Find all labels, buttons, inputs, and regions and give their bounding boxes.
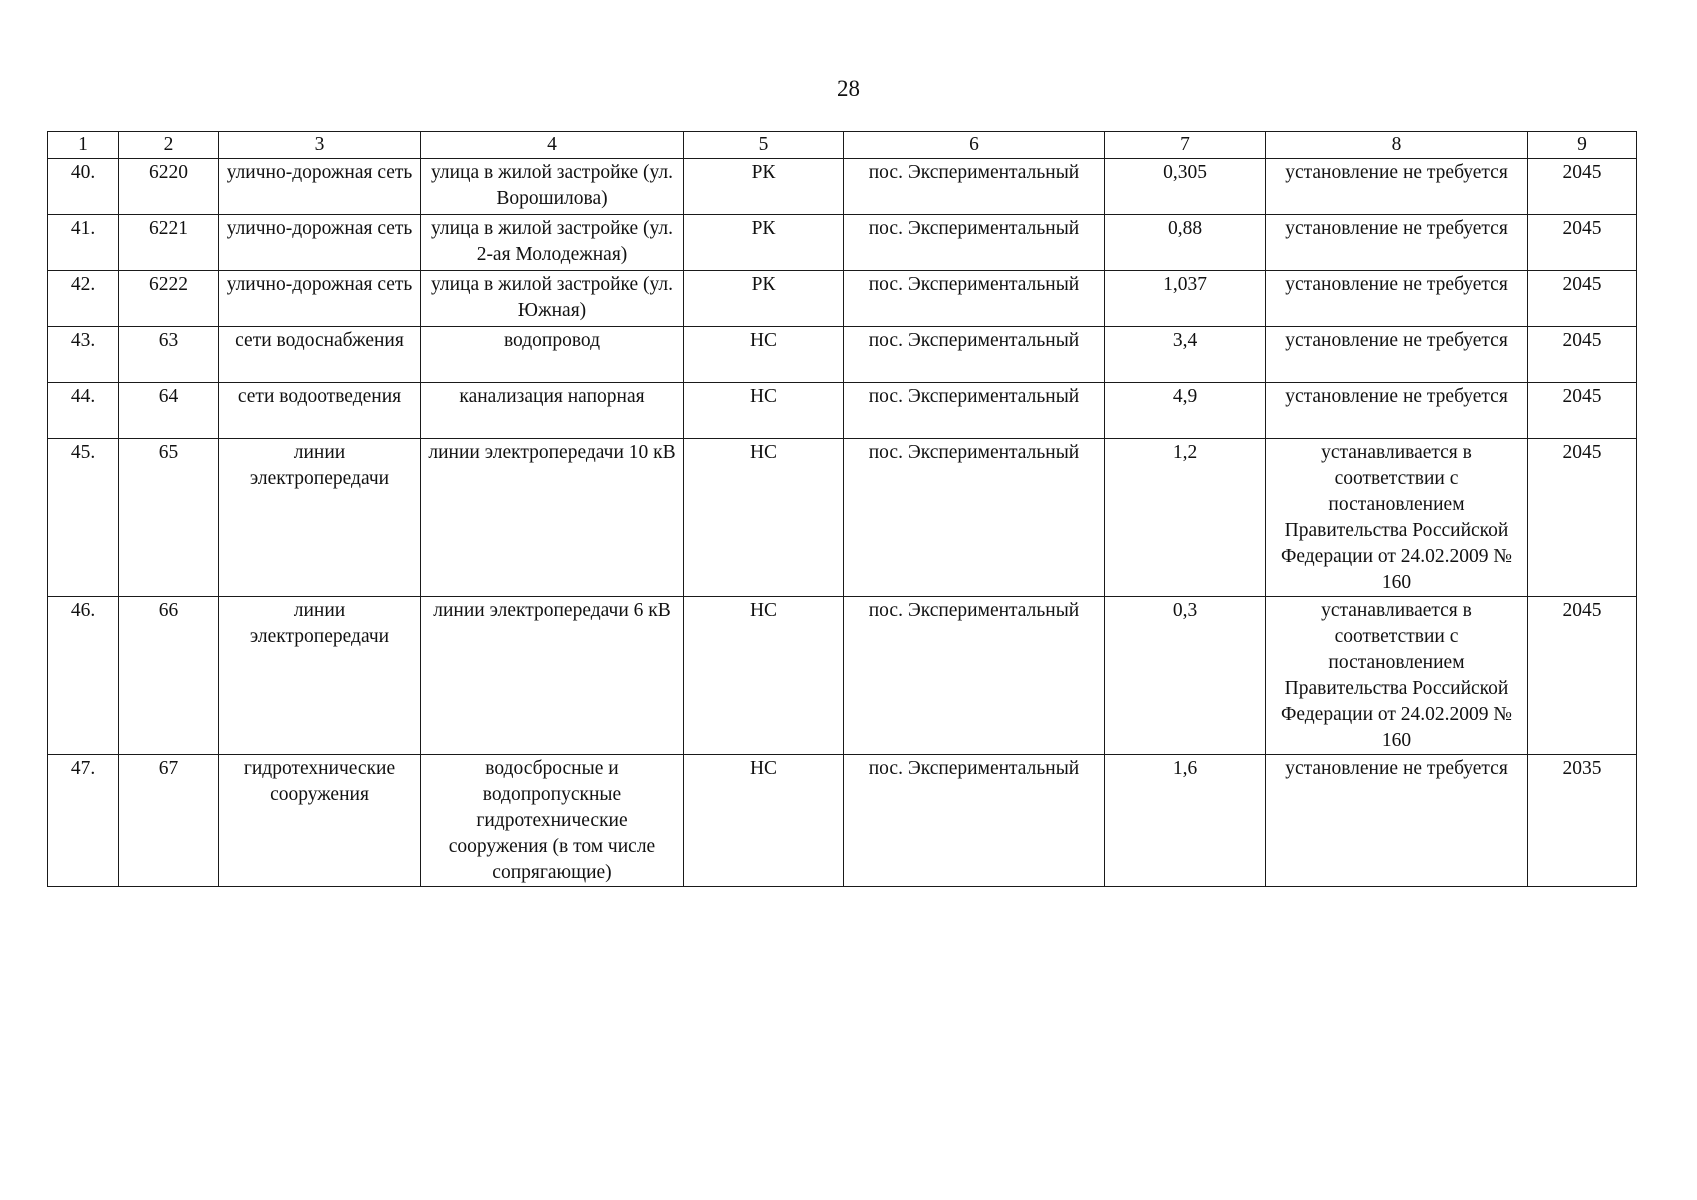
zone-cell: установление не требуется: [1266, 215, 1528, 271]
year-cell: 2045: [1528, 327, 1637, 383]
value-cell: 1,2: [1105, 439, 1266, 597]
code-cell: 6222: [119, 271, 219, 327]
code-cell: 67: [119, 755, 219, 887]
zone-cell: устанавливается в соответствии с постановлением Правительства Российской Федерации от 24.02.2009 № 160: [1266, 439, 1528, 597]
location-cell: пос. Экспериментальный: [844, 439, 1105, 597]
status-cell: НС: [684, 327, 844, 383]
location-cell: пос. Экспериментальный: [844, 215, 1105, 271]
object-type-cell: линии электропередачи: [219, 439, 421, 597]
location-cell: пос. Экспериментальный: [844, 327, 1105, 383]
object-type-cell: сети водоотведения: [219, 383, 421, 439]
object-name-cell: водосбросные и водопропускные гидротехнические сооружения (в том числе сопрягающие): [421, 755, 684, 887]
object-name-cell: канализация напорная: [421, 383, 684, 439]
column-header: 9: [1528, 132, 1637, 159]
zone-cell: установление не требуется: [1266, 327, 1528, 383]
year-cell: 2045: [1528, 383, 1637, 439]
zone-cell: установление не требуется: [1266, 159, 1528, 215]
object-name-cell: улица в жилой застройке (ул. Южная): [421, 271, 684, 327]
object-type-cell: улично-дорожная сеть: [219, 215, 421, 271]
column-header: 4: [421, 132, 684, 159]
value-cell: 4,9: [1105, 383, 1266, 439]
object-name-cell: улица в жилой застройке (ул. 2-ая Молодежная): [421, 215, 684, 271]
table-row: [48, 215, 1637, 271]
zone-cell: установление не требуется: [1266, 271, 1528, 327]
location-cell: пос. Экспериментальный: [844, 271, 1105, 327]
object-name-cell: линии электропередачи 10 кВ: [421, 439, 684, 597]
table-row: [48, 439, 1637, 597]
value-cell: 0,305: [1105, 159, 1266, 215]
column-header: 8: [1266, 132, 1528, 159]
object-type-cell: линии электропередачи: [219, 597, 421, 755]
table-row: [48, 383, 1637, 439]
object-name-cell: линии электропередачи 6 кВ: [421, 597, 684, 755]
row-number-cell: 47.: [48, 755, 119, 887]
table-row: [48, 159, 1637, 215]
year-cell: 2045: [1528, 597, 1637, 755]
value-cell: 0,88: [1105, 215, 1266, 271]
year-cell: 2045: [1528, 159, 1637, 215]
code-cell: 66: [119, 597, 219, 755]
value-cell: 3,4: [1105, 327, 1266, 383]
zone-cell: установление не требуется: [1266, 755, 1528, 887]
page-number: 28: [837, 76, 860, 101]
status-cell: НС: [684, 383, 844, 439]
table-row: [48, 755, 1637, 887]
row-number-cell: 46.: [48, 597, 119, 755]
location-cell: пос. Экспериментальный: [844, 597, 1105, 755]
status-cell: НС: [684, 597, 844, 755]
status-cell: РК: [684, 159, 844, 215]
code-cell: 6221: [119, 215, 219, 271]
object-type-cell: сети водоснабжения: [219, 327, 421, 383]
row-number-cell: 40.: [48, 159, 119, 215]
value-cell: 1,6: [1105, 755, 1266, 887]
object-type-cell: гидротехнические сооружения: [219, 755, 421, 887]
year-cell: 2035: [1528, 755, 1637, 887]
object-name-cell: улица в жилой застройке (ул. Ворошилова): [421, 159, 684, 215]
table-row: [48, 271, 1637, 327]
location-cell: пос. Экспериментальный: [844, 383, 1105, 439]
code-cell: 63: [119, 327, 219, 383]
location-cell: пос. Экспериментальный: [844, 159, 1105, 215]
status-cell: РК: [684, 271, 844, 327]
table-row: [48, 597, 1637, 755]
objects-table: [47, 131, 1637, 887]
row-number-cell: 45.: [48, 439, 119, 597]
year-cell: 2045: [1528, 215, 1637, 271]
location-cell: пос. Экспериментальный: [844, 755, 1105, 887]
column-header: 2: [119, 132, 219, 159]
column-header: 7: [1105, 132, 1266, 159]
status-cell: НС: [684, 755, 844, 887]
column-header: 1: [48, 132, 119, 159]
object-name-cell: водопровод: [421, 327, 684, 383]
value-cell: 0,3: [1105, 597, 1266, 755]
column-header: 5: [684, 132, 844, 159]
object-type-cell: улично-дорожная сеть: [219, 271, 421, 327]
table-row: [48, 327, 1637, 383]
year-cell: 2045: [1528, 439, 1637, 597]
status-cell: РК: [684, 215, 844, 271]
year-cell: 2045: [1528, 271, 1637, 327]
object-type-cell: улично-дорожная сеть: [219, 159, 421, 215]
table-header-row: [48, 132, 1637, 159]
code-cell: 6220: [119, 159, 219, 215]
zone-cell: устанавливается в соответствии с постановлением Правительства Российской Федерации от 24.02.2009 № 160: [1266, 597, 1528, 755]
code-cell: 65: [119, 439, 219, 597]
value-cell: 1,037: [1105, 271, 1266, 327]
row-number-cell: 43.: [48, 327, 119, 383]
column-header: 3: [219, 132, 421, 159]
column-header: 6: [844, 132, 1105, 159]
code-cell: 64: [119, 383, 219, 439]
row-number-cell: 41.: [48, 215, 119, 271]
row-number-cell: 44.: [48, 383, 119, 439]
row-number-cell: 42.: [48, 271, 119, 327]
status-cell: НС: [684, 439, 844, 597]
zone-cell: установление не требуется: [1266, 383, 1528, 439]
